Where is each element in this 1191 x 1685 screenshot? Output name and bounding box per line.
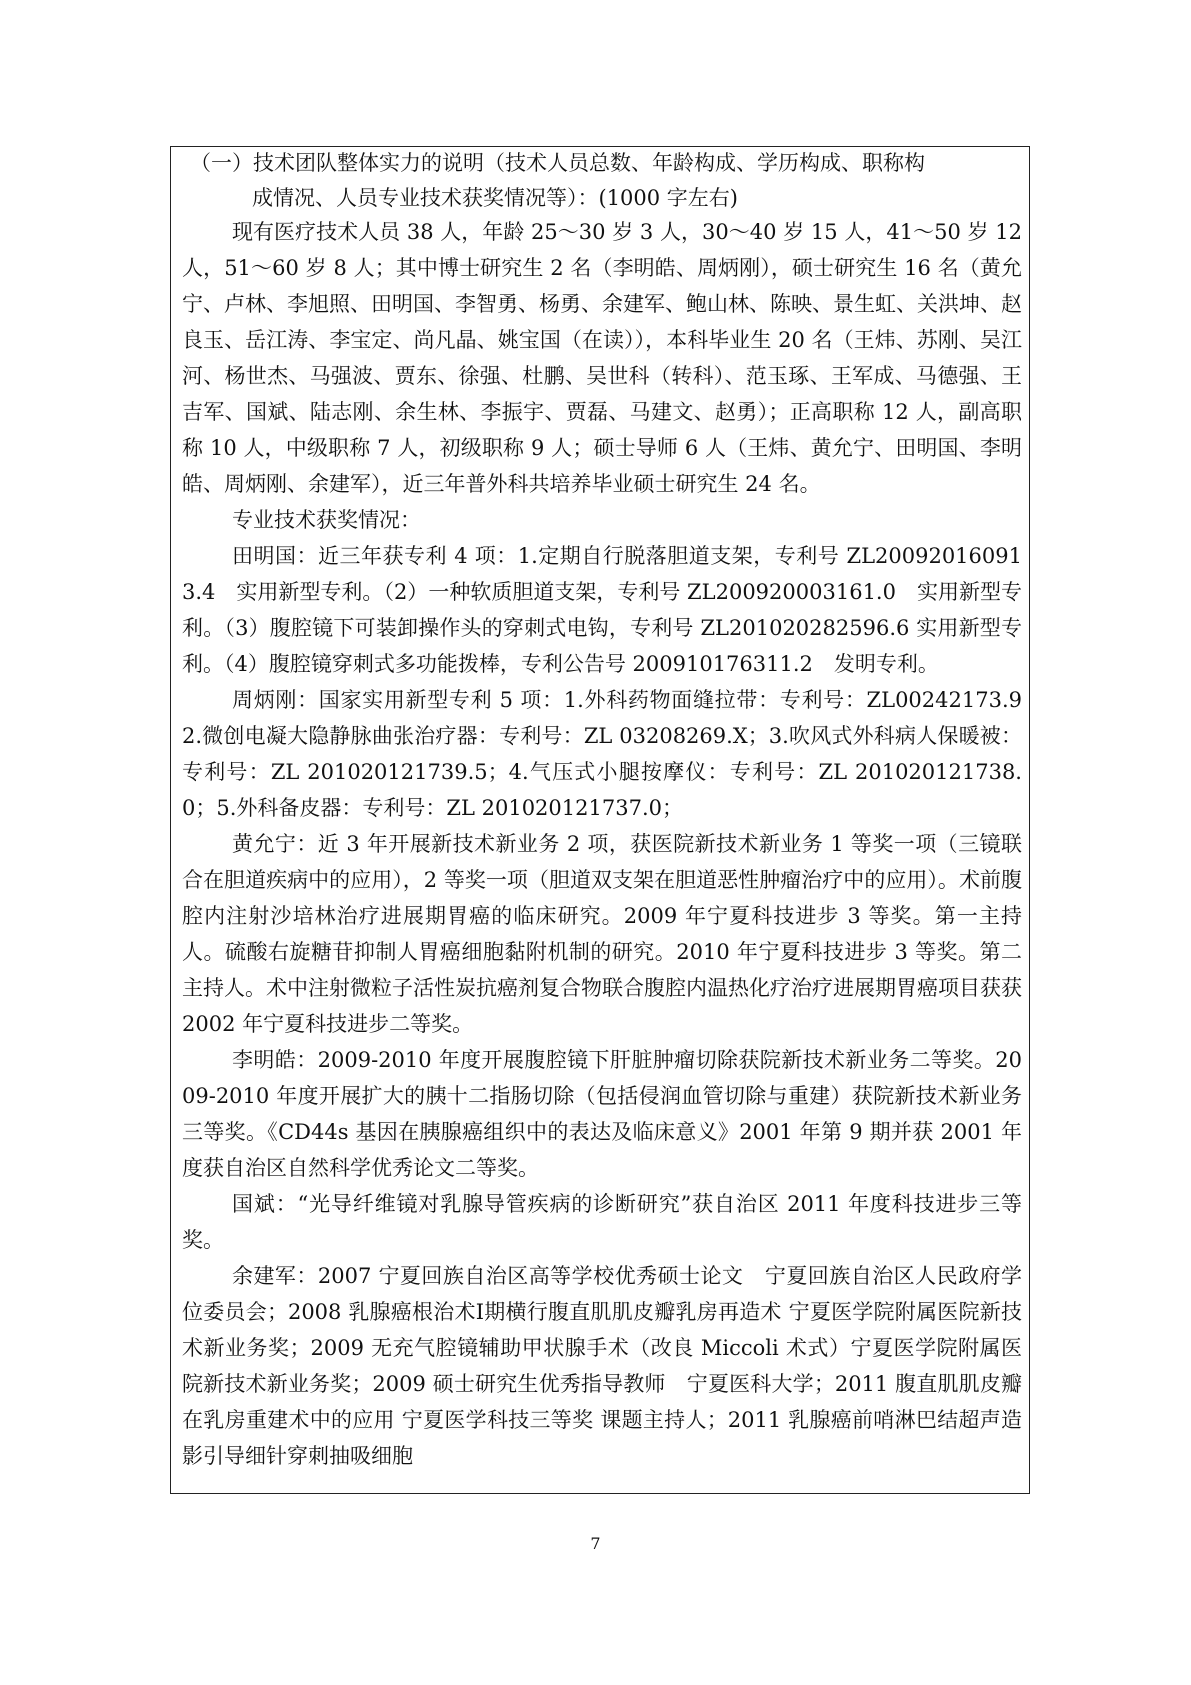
paragraph-awards-title: 专业技术获奖情况： <box>232 508 421 532</box>
paragraph-staff-overview: 现有医疗技术人员 38 人，年龄 25～30 岁 3 人，30～40 岁 15 人，41～50 岁 12 人，51～60 岁 8 人；其中博士研究生 2 名（李明皓、周炳刚），硕士研究生 16 名（黄允宁、卢林、李旭照、田明国、李智勇、杨勇、余建军、鲍山林、陈映、景生虹、关洪坤、赵良玉、岳江涛、李宝定、尚凡晶、姚宝国（在读）），本科毕业生 20 名（王炜、苏刚、吴江河、杨世杰、马强波、贾东、徐强、杜鹏、吴世科（转科）、范玉琢、王军成、马德强、王吉军、国斌、陆志刚、余生林、李振宇、贾磊、马建文、赵勇）；正高职称 12 人，副高职称 10 人，中级职称 7 人，初级职称 9 人；硕士导师 6 人（王炜、黄允宁、田明国、李明皓、周炳刚、余建军），近三年普外科共培养毕业硕士研究生 24 名。 <box>182 220 1022 496</box>
section-body <box>182 214 1022 1474</box>
paragraph-huang-yunning: 黄允宁：近 3 年开展新技术新业务 2 项，获医院新技术新业务 1 等奖一项（三镜联合在胆道疾病中的应用），2 等奖一项（胆道双支架在胆道恶性肿瘤治疗中的应用）。术前腹腔内注射沙培林治疗进展期胃癌的临床研究。2009 年宁夏科技进步 3 等奖。第一主持人。硫酸右旋糖苷抑制人胃癌细胞黏附机制的研究。2010 年宁夏科技进步 3 等奖。第二主持人。术中注射微粒子活性炭抗癌剂复合物联合腹腔内温热化疗治疗进展期胃癌项目获获 2002 年宁夏科技进步二等奖。 <box>182 832 1022 1036</box>
paragraph-li-minghao: 李明皓：2009-2010 年度开展腹腔镜下肝脏肿瘤切除获院新技术新业务二等奖。2009-2010 年度开展扩大的胰十二指肠切除（包括侵润血管切除与重建）获院新技术新业务三等奖。《CD44s 基因在胰腺癌组织中的表达及临床意义》2001 年第 9 期并获 2001 年度获自治区自然科学优秀论文二等奖。 <box>182 1048 1022 1180</box>
section-heading-line2: 成情况、人员专业技术获奖情况等）：(1000 字左右) <box>252 186 739 210</box>
section-heading-line1: （一）技术团队整体实力的说明（技术人员总数、年龄构成、学历构成、职称构 <box>190 151 925 175</box>
page-number: 7 <box>590 1534 601 1553</box>
paragraph-tian-mingguo: 田明国：近三年获专利 4 项：1.定期自行脱落胆道支架，专利号 ZL200920160913.4 实用新型专利。（2）一种软质胆道支架，专利号 ZL200920003161.0 实用新型专利。（3）腹腔镜下可装卸操作头的穿刺式电钩，专利号 ZL201020282596.6 实用新型专利。（4）腹腔镜穿刺式多功能拨棒，专利公告号 200910176311.2 发明专利。 <box>182 544 1022 676</box>
paragraph-yu-jianjun: 余建军：2007 宁夏回族自治区高等学校优秀硕士论文 宁夏回族自治区人民政府学位委员会；2008 乳腺癌根治术Ⅰ期横行腹直肌肌皮瓣乳房再造术 宁夏医学院附属医院新技术新业务奖；2009 无充气腔镜辅助甲状腺手术（改良 Miccoli 术式）宁夏医学院附属医院新技术新业务奖；2009 硕士研究生优秀指导教师 宁夏医科大学；2011 腹直肌肌皮瓣在乳房重建术中的应用 宁夏医学科技三等奖 课题主持人；2011 乳腺癌前哨淋巴结超声造影引导细针穿刺抽吸细胞 <box>182 1264 1022 1468</box>
paragraph-guo-bin: 国斌：“光导纤维镜对乳腺导管疾病的诊断研究”获自治区 2011 年度科技进步三等奖。 <box>182 1192 1022 1252</box>
paragraph-zhou-binggang: 周炳刚：国家实用新型专利 5 项：1.外科药物面缝拉带：专利号：ZL00242173.9 2.微创电凝大隐静脉曲张治疗器：专利号：ZL 03208269.X；3.吹风式外科病人保暖被：专利号：ZL 201020121739.5；4.气压式小腿按摩仪：专利号：ZL 201020121738.0；5.外科备皮器：专利号：ZL 201020121737.0； <box>182 688 1022 820</box>
section-heading <box>182 146 1022 216</box>
